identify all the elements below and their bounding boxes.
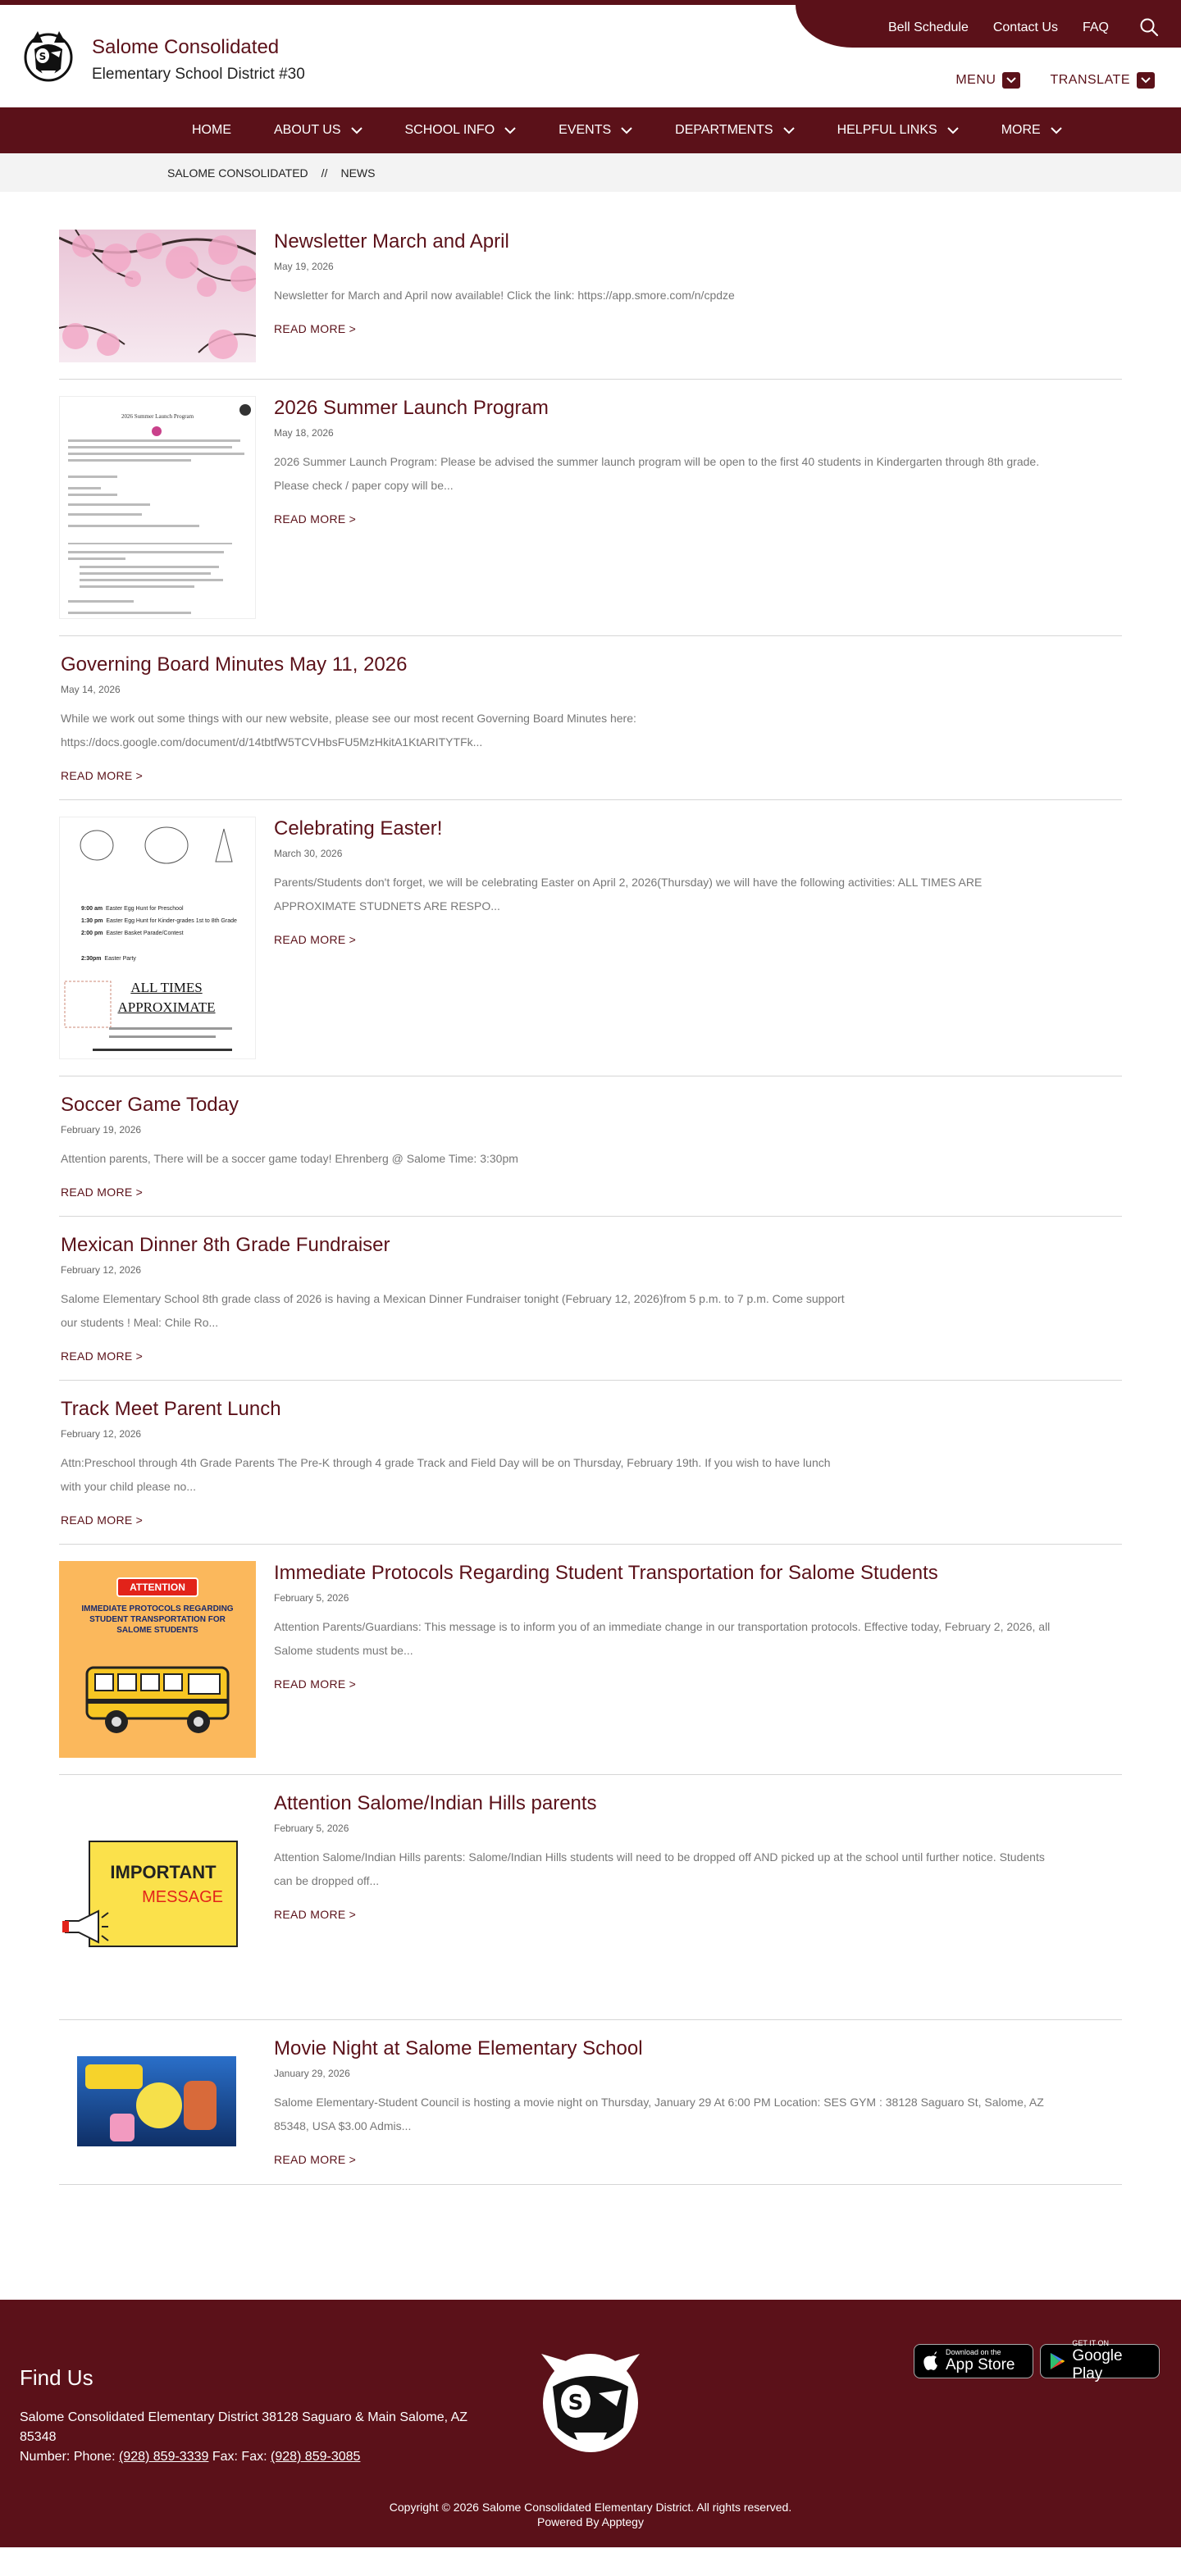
svg-text:S: S <box>39 51 47 62</box>
google-play-icon <box>1049 2351 1065 2371</box>
nav-item-helpful-links[interactable] <box>837 123 959 138</box>
schedule-time: 2:30pm <box>81 956 102 962</box>
article-date: February 12, 2026 <box>61 1264 142 1276</box>
article-title[interactable]: Attention Salome/Indian Hills parents <box>274 1792 597 1814</box>
school-bus-icon <box>75 1653 239 1743</box>
read-more-link[interactable]: READ MORE > <box>274 1677 357 1691</box>
nav-label: SCHOOL INFO <box>404 123 495 137</box>
school-logo[interactable] <box>20 28 77 85</box>
fax-link[interactable]: (928) 859-3085 <box>271 2450 361 2464</box>
fax-label: Fax: Fax: <box>212 2450 267 2464</box>
article-date: May 18, 2026 <box>274 427 334 439</box>
flyer-heading: 2026 Summer Launch Program <box>121 413 194 420</box>
read-more-link[interactable]: READ MORE > <box>274 2153 357 2166</box>
contact-numbers <box>20 2447 479 2467</box>
bell-schedule-link[interactable]: Bell Schedule <box>888 20 969 34</box>
read-more-link[interactable]: READ MORE > <box>61 1349 144 1363</box>
article-title[interactable]: Track Meet Parent Lunch <box>61 1398 281 1420</box>
read-more-link[interactable]: READ MORE > <box>274 512 357 526</box>
contact-us-link[interactable]: Contact Us <box>992 20 1058 34</box>
main-nav <box>0 107 1181 153</box>
summer-program-flyer-image[interactable] <box>59 396 256 619</box>
schedule-event: Easter Basket Parade/Contest <box>106 931 184 936</box>
schedule-time: 9:00 am <box>81 906 103 912</box>
read-more-link[interactable]: READ MORE > <box>274 322 357 335</box>
faq-link[interactable]: FAQ <box>1082 20 1109 34</box>
article-date: May 19, 2026 <box>274 261 334 272</box>
news-item <box>59 396 1122 636</box>
article-title[interactable]: Newsletter March and April <box>274 230 509 253</box>
news-item <box>59 1233 1122 1381</box>
nav-label: HOME <box>192 123 231 137</box>
article-date: May 14, 2026 <box>61 684 121 695</box>
article-title[interactable]: Immediate Protocols Regarding Student Transportation for Salome Students <box>274 1562 938 1584</box>
article-summary: Attention parents, There will be a soccer game today! Ehrenberg @ Salome Time: 3:30pm <box>61 1152 518 1165</box>
footer-address <box>20 2408 479 2467</box>
read-more-link[interactable]: READ MORE > <box>274 933 357 946</box>
article-title[interactable]: Mexican Dinner 8th Grade Fundraiser <box>61 1234 390 1256</box>
breadcrumb-current: NEWS <box>340 166 376 180</box>
article-summary: 2026 Summer Launch Program: Please be advised the summer launch program will be open to the first 40 students in Kindergarten through 8th grade. Please check / paper copy will be... <box>274 455 1040 492</box>
site-footer <box>0 2300 1181 2547</box>
megaphone-icon <box>61 1906 110 1947</box>
article-title[interactable]: Movie Night at Salome Elementary School <box>274 2037 643 2059</box>
movie-poster-image[interactable] <box>59 2037 256 2168</box>
schedule-event: Easter Party <box>104 956 136 962</box>
article-date: February 5, 2026 <box>274 1592 349 1604</box>
news-item <box>59 817 1122 1076</box>
google-play-small-text: GET IT ON <box>1072 2339 1110 2347</box>
site-header <box>0 5 1181 107</box>
nav-label: HELPFUL LINKS <box>837 123 937 137</box>
menu-button[interactable] <box>955 72 1020 89</box>
article-summary: Newsletter for March and April now available! Click the link: https://app.smore.com/n/cpdze <box>274 289 735 302</box>
translate-button[interactable] <box>1050 72 1155 89</box>
easter-schedule <box>81 875 245 965</box>
number-label: Number: <box>20 2450 71 2464</box>
news-item <box>59 1791 1122 2020</box>
news-list <box>0 192 1181 2185</box>
flyer-footer-lines <box>76 1024 240 1057</box>
article-title[interactable]: Governing Board Minutes May 11, 2026 <box>61 653 408 676</box>
article-date: February 19, 2026 <box>61 1124 142 1136</box>
nav-label: MORE <box>1001 123 1041 137</box>
nav-label: DEPARTMENTS <box>675 123 773 137</box>
nav-item-events[interactable] <box>559 123 632 138</box>
movie-poster-graphic <box>77 2056 236 2146</box>
article-date: March 30, 2026 <box>274 848 343 859</box>
chevron-down-icon <box>783 126 795 134</box>
find-us-heading: Find Us <box>20 2365 93 2390</box>
chevron-down-icon <box>1051 126 1062 134</box>
powered-by-text[interactable]: Powered By Apptegy <box>537 2515 644 2528</box>
nav-label: ABOUT US <box>274 123 341 137</box>
article-summary: Attention Salome/Indian Hills parents: Salome/Indian Hills students will need to be dropped off AND picked up at the school until further notice. Students can be dropped off... <box>274 1850 1045 1887</box>
breadcrumb-home-link[interactable]: SALOME CONSOLIDATED <box>167 166 308 180</box>
schedule-time: 1:30 pm <box>81 918 103 924</box>
article-date: February 5, 2026 <box>274 1823 349 1834</box>
article-summary: Salome Elementary-Student Council is hosting a movie night on Thursday, January 29 At 6:00 PM Location: SES GYM : 38128 Saguaro St, Salome, AZ 85348, USA $3.00 Admis... <box>274 2096 1044 2132</box>
copyright <box>0 2500 1181 2529</box>
nav-item-more[interactable] <box>1001 123 1062 138</box>
school-name[interactable]: Salome Consolidated <box>92 36 280 58</box>
nav-item-about-us[interactable] <box>274 123 363 138</box>
attention-bus-image[interactable] <box>59 1561 256 1758</box>
article-summary: Salome Elementary School 8th grade class of 2026 is having a Mexican Dinner Fundraiser tonight (February 12, 2026)from 5 p.m. to 7 p.m. Come support our students ! Meal: Chile Ro... <box>61 1292 845 1329</box>
chevron-down-icon <box>621 126 632 134</box>
chevron-down-icon <box>504 126 516 134</box>
schedule-event: Easter Egg Hunt for Preschool <box>105 906 184 912</box>
easter-eggs-graphic <box>60 821 255 870</box>
news-item <box>59 1397 1122 1545</box>
footer-school-logo[interactable] <box>525 2337 656 2460</box>
flyer-graphic <box>60 397 255 618</box>
phone-link[interactable]: (928) 859-3339 <box>118 2450 209 2464</box>
read-more-link[interactable]: READ MORE > <box>61 1513 144 1527</box>
article-title[interactable]: Soccer Game Today <box>61 1094 239 1116</box>
nav-item-home[interactable] <box>192 123 231 138</box>
nav-item-school-info[interactable] <box>405 123 517 138</box>
article-summary: While we work out some things with our new website, please see our most recent Governing Board Minutes here: https://docs.google.com/document/d/14tbtfW5TCVHbsFU5MzHkitA1KtARITYTFk... <box>61 712 636 749</box>
important-line-2: MESSAGE <box>142 1888 223 1906</box>
chevron-down-icon <box>947 126 959 134</box>
attention-badge: ATTENTION <box>116 1577 198 1597</box>
search-icon[interactable] <box>1138 16 1160 38</box>
breadcrumb-separator: // <box>321 166 328 180</box>
article-date: February 12, 2026 <box>61 1428 142 1440</box>
news-item <box>59 1561 1122 1775</box>
district-name[interactable]: Elementary School District #30 <box>92 66 305 83</box>
chevron-down-icon <box>351 126 363 134</box>
breadcrumb <box>0 153 1181 192</box>
phone-label: Phone: <box>73 2450 116 2464</box>
address-text: Salome Consolidated Elementary District 38128 Saguaro & Main Salome, AZ 85348 <box>20 2410 468 2444</box>
apple-icon <box>923 2351 939 2371</box>
google-play-button[interactable] <box>1040 2339 1160 2383</box>
utility-bar <box>796 5 1181 48</box>
menu-label: MENU <box>955 73 996 87</box>
read-more-link[interactable]: READ MORE > <box>61 769 144 782</box>
article-date: January 29, 2026 <box>274 2068 350 2079</box>
important-message-image[interactable] <box>59 1791 256 2003</box>
attention-text: IMMEDIATE PROTOCOLS REGARDING STUDENT TRANSPORTATION FOR SALOME STUDENTS <box>81 1604 234 1635</box>
article-summary: Parents/Students don't forget, we will be celebrating Easter on April 2, 2026(Thursday) we will have the following activities: ALL TIMES ARE APPROXIMATE STUDNETS ARE RESPO... <box>274 876 983 913</box>
easter-note: ALL TIMES APPROXIMATE <box>117 980 216 1015</box>
app-store-big-text: App Store <box>946 2356 1015 2373</box>
easter-flyer-image[interactable] <box>59 817 256 1059</box>
chevron-down-icon <box>1002 72 1020 89</box>
bunny-card-graphic <box>63 980 112 1029</box>
read-more-link[interactable]: READ MORE > <box>61 1186 144 1199</box>
news-item <box>59 230 1122 380</box>
article-title[interactable]: Celebrating Easter! <box>274 817 443 840</box>
translate-label: TRANSLATE <box>1050 73 1130 87</box>
article-title[interactable]: 2026 Summer Launch Program <box>274 397 549 419</box>
article-summary: Attn:Preschool through 4th Grade Parents The Pre-K through 4 grade Track and Field Day will be on Thursday, February 19th. If you wish to have lunch with your child please no... <box>61 1456 831 1493</box>
read-more-link[interactable]: READ MORE > <box>274 1908 357 1921</box>
schedule-time: 2:00 pm <box>81 931 103 936</box>
nav-item-departments[interactable] <box>675 123 794 138</box>
article-summary: Attention Parents/Guardians: This message is to inform you of an immediate change in our transportation protocols. Effective today, February 2, 2026, all Salome students must be... <box>274 1620 1051 1657</box>
nav-label: EVENTS <box>559 123 612 137</box>
news-item <box>59 653 1122 800</box>
chevron-down-icon <box>1137 72 1155 89</box>
app-store-small-text: Download on the <box>946 2348 1001 2356</box>
schedule-event: Easter Egg Hunt for Kinder-grades 1st to 8th Grade <box>106 918 237 924</box>
svg-text:S: S <box>568 2391 584 2415</box>
news-item <box>59 2037 1122 2185</box>
important-line-1: IMPORTANT <box>110 1862 217 1882</box>
header-actions <box>955 72 1155 89</box>
cherry-blossom-image[interactable] <box>59 230 256 362</box>
news-item <box>59 1093 1122 1217</box>
utility-links <box>888 20 1109 35</box>
copyright-text: Copyright © 2026 Salome Consolidated Elementary District. All rights reserved. <box>389 2501 792 2514</box>
app-store-button[interactable] <box>914 2344 1033 2378</box>
google-play-big-text: Google Play <box>1072 2347 1123 2383</box>
